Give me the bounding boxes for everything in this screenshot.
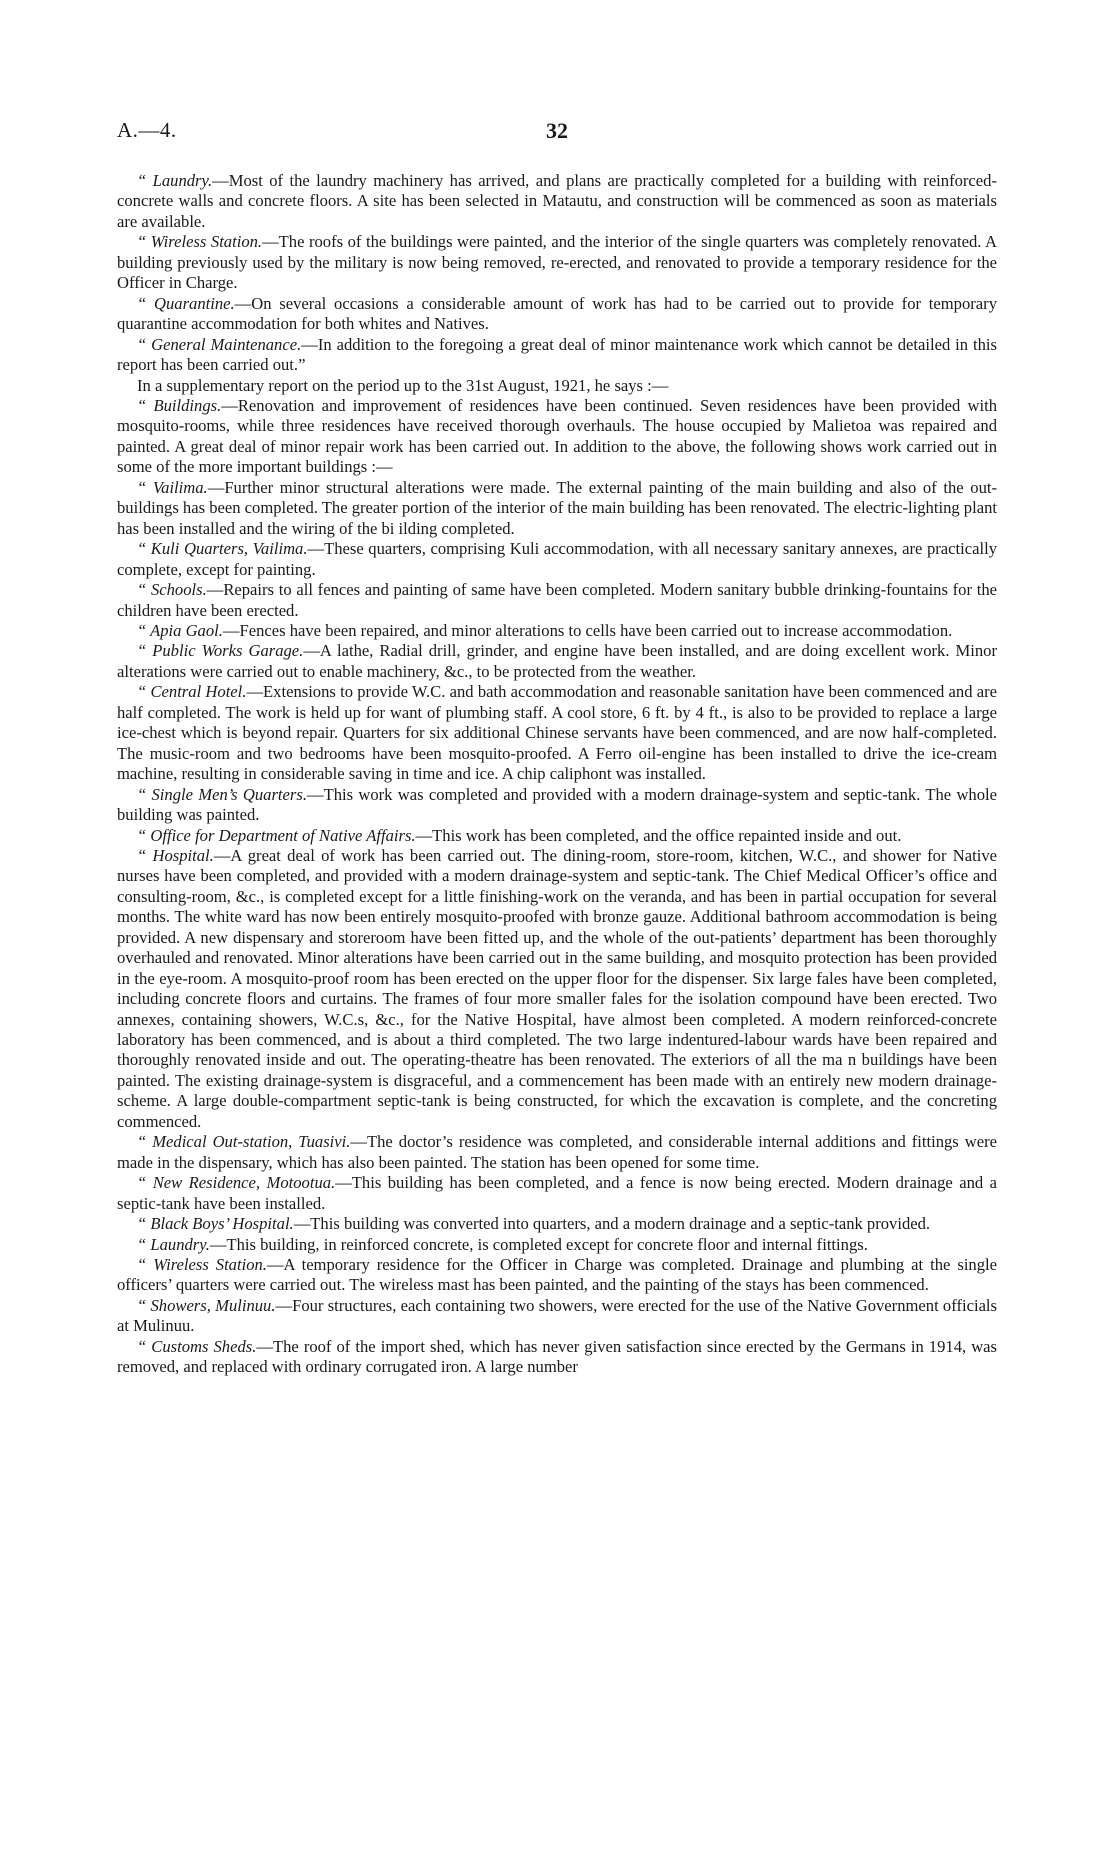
paragraph-text: —Four structures, each containing two showers, were erected for the use of the Native Government officials at Mulinuu.	[117, 1295, 998, 1336]
paragraph-heading: “ Laundry.	[137, 171, 213, 190]
paragraph	[117, 580, 997, 621]
paragraph	[117, 171, 997, 232]
paragraph	[117, 1296, 997, 1337]
paragraph	[117, 641, 997, 682]
paragraph-text: —This work was completed and provided with a modern drainage-system and septic-tank. The whole building was painted.	[117, 784, 997, 825]
paragraph-text: —This building was converted into quarters, and a modern drainage and a septic-tank provided.	[293, 1214, 931, 1234]
paragraph-text: —A temporary residence for the Officer in Charge was completed. Drainage and plumbing at the single officers’ quarters were carried out. The wireless mast has been painted, and the painting of the stays has been commenced.	[117, 1255, 998, 1295]
paragraph-heading: “ Single Men’s Quarters.	[137, 784, 307, 804]
paragraph-text: —Most of the laundry machinery has arrived, and plans are practically completed for a building with reinforced-concrete walls and concrete floors. A site has been selected in Matautu, and construction will be commenced as soon as materials are available.	[117, 171, 997, 231]
paragraph-heading: “ Apia Gaol.	[137, 620, 223, 640]
paragraph-text: —Extensions to provide W.C. and bath accommodation and reasonable sanitation have been commenced and are half completed. The work is held up for want of plumbing staff. A cool store, 6 ft. by 4 ft., is also to be provided to replace a large ice-chest which is beyond repair. Quarters for six additional Chinese servants have been commenced, and are now half-completed. The music-room and two bedrooms have been mosquito-proofed. A Ferro oil-engine has been installed to drive the ice-cream machine, resulting in considerable saving in time and ice. A chip caliphont was installed.	[117, 682, 997, 784]
paragraph	[117, 1337, 997, 1378]
page-number: 32	[546, 118, 568, 143]
paragraph	[117, 335, 997, 376]
paragraph-heading: “ Buildings.	[137, 395, 222, 415]
paragraph	[117, 1173, 997, 1214]
paragraph	[117, 1255, 997, 1296]
paragraph	[117, 539, 997, 580]
paragraph-text: —These quarters, comprising Kuli accommodation, with all necessary sanitary annexes, are practically complete, except for painting.	[117, 539, 997, 579]
paragraph-text: —Fences have been repaired, and minor alterations to cells have been carried out to increase accommodation.	[222, 620, 953, 640]
paragraph-text: —This work has been completed, and the office repainted inside and out.	[415, 825, 902, 845]
paragraph-heading: “ Kuli Quarters, Vailima.	[137, 539, 308, 559]
paragraph-heading: “ Quarantine.	[137, 293, 235, 313]
paragraph	[117, 1214, 997, 1234]
paragraph	[117, 294, 997, 335]
paragraph	[117, 1132, 997, 1173]
paragraph-text: —Repairs to all fences and painting of same have been completed. Modern sanitary bubble drinking-fountains for the children have been erected.	[117, 580, 997, 620]
body-text	[117, 171, 997, 1378]
paragraph	[117, 232, 997, 293]
paragraph-heading: “ Customs Sheds.	[137, 1336, 257, 1356]
page-header	[117, 118, 997, 148]
paragraph-text: In a supplementary report on the period up to the 31st August, 1921, he says :—	[137, 375, 669, 395]
paragraph-heading: “ Wireless Station.	[137, 1255, 267, 1275]
paragraph-text: —Further minor structural alterations were made. The external painting of the main building and also of the out-buildings has been completed. The greater portion of the interior of the main building has been renovated. The electric-lighting plant has been installed and the wiring of the bi ilding completed.	[117, 477, 998, 538]
paragraph	[117, 396, 997, 478]
paragraph-heading: “ New Residence, Motootua.	[137, 1173, 336, 1193]
paragraph-text: —A lathe, Radial drill, grinder, and engine have been installed, and are doing excellent work. Minor alterations were carried out to enable machinery, &c., to be protected from the weather.	[117, 641, 997, 681]
document-reference: A.—4.	[117, 118, 177, 142]
paragraph-text: —Renovation and improvement of residences have been continued. Seven residences have been provided with mosquito-rooms, while three residences have received thorough overhauls. The house occupied by Malietoa was repaired and painted. A great deal of minor repair work has been carried out. In addition to the above, the following shows work carried out in some of the more important buildings :—	[117, 395, 998, 477]
paragraph	[117, 682, 997, 784]
paragraph-text: —On several occasions a considerable amount of work has had to be carried out to provide for temporary quarantine accommodation for both whites and Natives.	[117, 293, 997, 334]
paragraph-heading: “ Laundry.	[137, 1234, 210, 1254]
paragraph-heading: “ Public Works Garage.	[137, 641, 304, 661]
paragraph-heading: “ Medical Out-station, Tuasivi.	[137, 1132, 351, 1152]
paragraph	[117, 846, 997, 1132]
paragraph-heading: “ Hospital.	[137, 845, 214, 865]
paragraph-heading: “ Schools.	[137, 580, 207, 600]
paragraph	[117, 621, 997, 641]
paragraph-text: —The doctor’s residence was completed, and considerable internal additions and fittings were made in the dispensary, which has also been painted. The station has been opened for some time.	[117, 1132, 997, 1172]
paragraph-heading: “ General Maintenance.	[137, 334, 302, 354]
paragraph	[117, 478, 997, 539]
paragraph	[117, 376, 997, 396]
paragraph-text: —A great deal of work has been carried out. The dining-room, store-room, kitchen, W.C., and shower for Native nurses have been completed, and provided with a modern drainage-system and septic-tank. The Chief Medical Officer’s office and consulting-room, &c., is completed except for a little finishing-work on the veranda, and has been in partial occupation for several months. The white ward has now been entirely mosquito-proofed with bronze gauze. Additional bathroom accommodation is being provided. A new dispensary and storeroom have been fitted up, and the whole of the out-patients’ department has been thoroughly overhauled and renovated. Minor alterations have been carried out in the same building, and mosquito protection has been provided in the eye-room. A mosquito-proof room has been erected on the upper floor for the dispenser. Six large fales have been completed, including concrete floors and curtains. The frames of four more smaller fales for the isolation compound have been erected. Two annexes, containing showers, W.C.s, &c., for the Native Hospital, have almost been completed. A modern reinforced-concrete laboratory has been commenced, and is about a third completed. The two large indentured-labour wards have been repaired and thoroughly renovated inside and out. The operating-theatre has been renovated. The exteriors of all the ma n buildings have been painted. The existing drainage-system is disgraceful, and a commencement has been made with an entirely new modern drainage-scheme. A large double-compartment septic-tank is being constructed, for which the excavation is complete, and the concreting commenced.	[117, 845, 997, 1131]
paragraph-text: —The roofs of the buildings were painted, and the interior of the single quarters was completely renovated. A building previously used by the military is now being removed, re-erected, and renovated to provide a temporary residence for the Officer in Charge.	[117, 232, 997, 293]
paragraph	[117, 785, 997, 826]
paragraph	[117, 1235, 997, 1255]
paragraph-heading: “ Vailima.	[137, 477, 208, 497]
paragraph-heading: “ Office for Department of Native Affairs.	[137, 825, 416, 845]
paragraph-text: —The roof of the import shed, which has never given satisfaction since erected by the Germans in 1914, was removed, and replaced with ordinary corrugated iron. A large number	[117, 1336, 997, 1377]
paragraph-heading: “ Black Boys’ Hospital.	[137, 1214, 294, 1234]
paragraph-heading: “ Central Hotel.	[137, 682, 247, 702]
paragraph-text: —In addition to the foregoing a great deal of minor maintenance work which cannot be detailed in this report has been carried out.”	[117, 334, 997, 375]
paragraph	[117, 826, 997, 846]
paragraph-heading: “ Wireless Station.	[137, 232, 263, 252]
paragraph-heading: “ Showers, Mulinuu.	[137, 1295, 276, 1315]
paragraph-text: —This building has been completed, and a fence is now being erected. Modern drainage and a septic-tank have been installed.	[117, 1173, 997, 1213]
paragraph-text: —This building, in reinforced concrete, is completed except for concrete floor and internal fittings.	[209, 1234, 868, 1254]
